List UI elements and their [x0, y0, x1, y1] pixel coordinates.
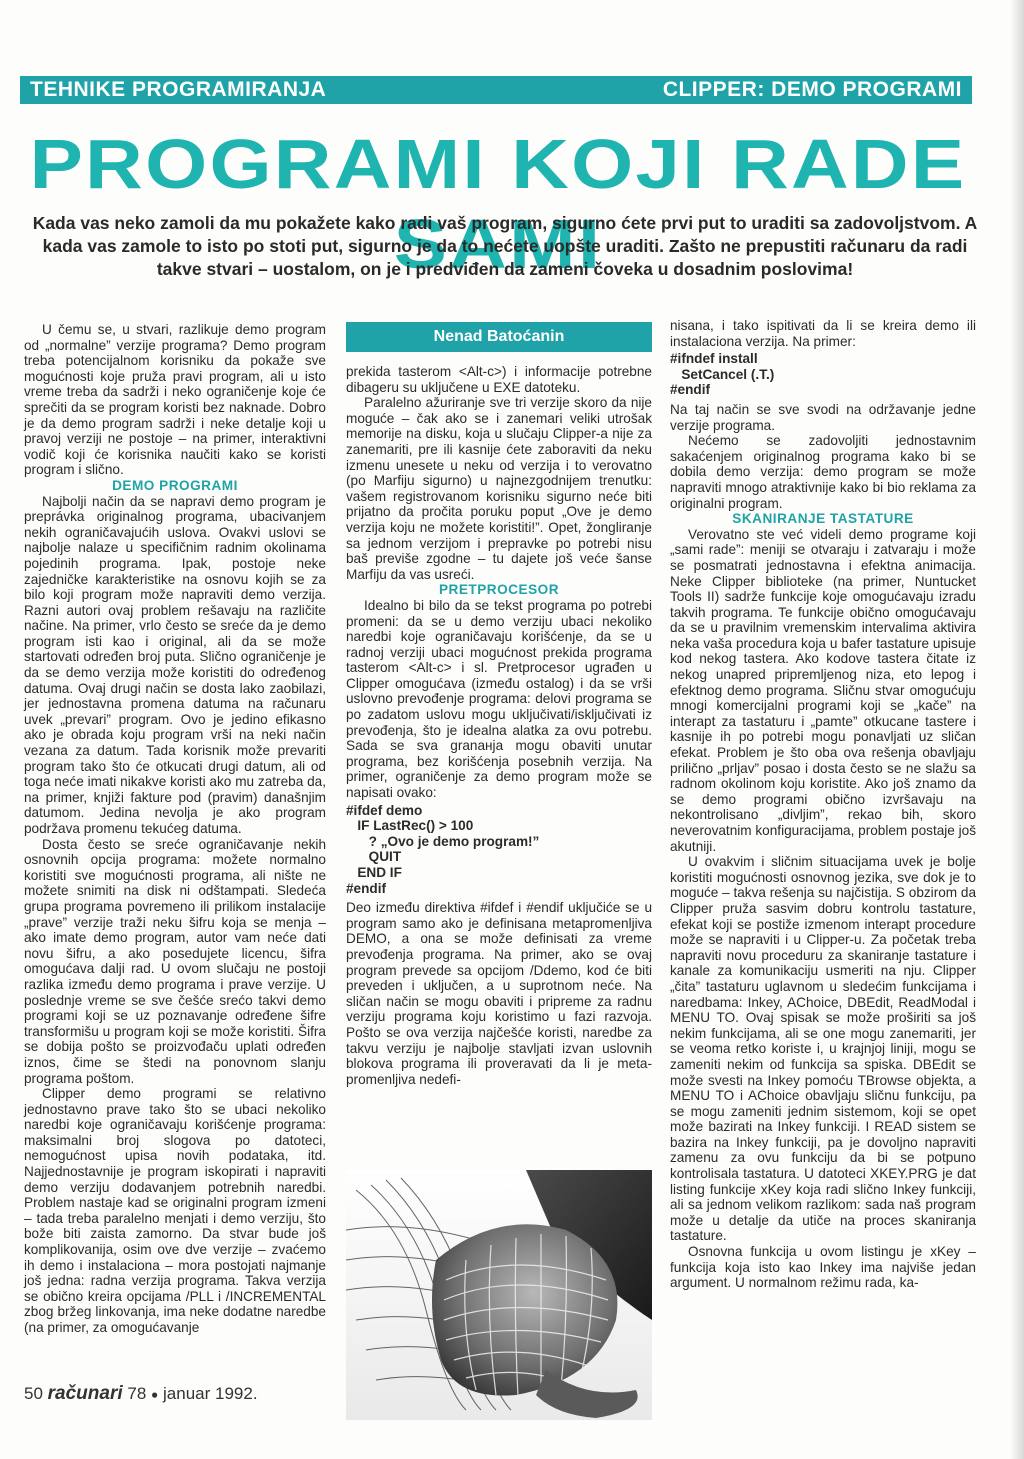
code-listing-ifndef — [670, 351, 976, 398]
bullet-icon: ● — [151, 1387, 159, 1402]
page-number: 50 — [24, 1384, 43, 1403]
column-2 — [346, 364, 652, 1087]
code-line: #ifndef install — [670, 351, 758, 367]
paragraph: Paralelno ažuriranje sve tri verzije skoro da nije moguće – čak ako se i zanemari veliki utrošak memorije na disku, koja u slučaju Clipper-a nije za zanemariti, pre ili kasnije ćete zaboraviti da neku izmenu unesete u neku od verzija i to verovatno (po Marfiju sigurno) u najnezgodnijem trenutku: vašem registrovanom korisniku sigurno neće biti prijatno da pročita poruku poput „Ove je demo verzija koju ne možete koristiti!”. Opet, žongliranje sa jednom verzijom i prepravke po potrebi nisu baš previše zgodne – tu dajete još veće šanse Marfiju da vas usreći. — [346, 395, 652, 582]
paragraph: Osnovna funkcija u ovom listingu je xKey – funkcija koja isto kao Inkey ima najviše jedan argument. U normalnom režimu rada, ka- — [670, 1244, 976, 1291]
paragraph: Verovatno ste već videli demo programe koji „sami rade”: meniji se otvaraju i zatvaraju i može se posmatrati jednostavna i efektna animacija. Neke Clipper biblioteke (na primer, Nuntucket Tools II) sadrže funkcije koje omogućavaju izradu takvih programa. Te funkcije obično omogućavaju da se u pravilnim vremenskim intervalima aktivira neka vaša procedura koja u bafer tastature upisuje kod nekog tastera. Ako kodove tastera čitate iz nekog unapred pripremljenog niza, eto lepog i efektnog demo programa. Sličnu stvar omogućuju mnogi komercijalni programi koji se „kače” na interapt za tastaturu i „pamte” otkucane tastere i kasnije ih po potrebi mogu ponavljati uz sličan efekat. Problem je što oba ova rešenja obavljaju prilično „prljav” posao i dosta često se ne slažu sa radnom okolinom koju koristite. Ako još znamo da se demo programi obično izvršavaju na nekontrolisano „divljim”, rekao bih, skoro neverovatnim konfiguracijama, problem postaje još akutniji. — [670, 526, 977, 854]
paragraph: Nećemo se zadovoljiti jednostavnim sakaćenjem originalnog programa kako bi se dobila demo verzija: demo program se može napraviti mnogo atraktivnije kako bi bio reklama za originalni program. — [670, 433, 976, 511]
page-footer — [24, 1384, 258, 1405]
subheading-demo-programi: DEMO PROGRAMI — [112, 477, 238, 493]
paragraph: nisana, i tako ispitivati da li se kreira demo ili instalaciona verzija. Na primer: — [670, 318, 976, 349]
page-edge-shadow — [1010, 0, 1024, 1459]
author-byline: Nenad Batoćanin — [346, 322, 652, 352]
section-label-left: TEHNIKE PROGRAMIRANJA — [30, 78, 327, 101]
code-listing-ifdef — [346, 803, 652, 897]
paragraph: prekida tasterom <Alt-c>) i informacije potrebne dibageru su uključene u EXE datoteku. — [346, 364, 652, 395]
section-header-bar — [20, 76, 972, 104]
column-1 — [24, 322, 326, 1336]
code-line: SetCancel (.T.) — [670, 366, 775, 382]
code-line: #ifdef demo — [346, 802, 423, 818]
code-line: END IF — [346, 865, 402, 880]
paragraph: Najbolji način da se napravi demo program je preprávka originalnog programa, ubacivanjem nekih ograničavajućih uslova. Ovakvi uslovi se najbolje nalaze u specifičnim radnim okolinama pojedinih programa. Ipak, postoje neke zajedničke karakteristike na osnovu kojih se za bilo koji program može napraviti demo verzija. Razni autori ovaj problem rešavaju na različite načine. Na primer, vrlo često se sreće da je demo program isti kao i original, ali da se može startovati određen broj puta. Slično ograničenje je da se demo verzija može koristiti do određenog datuma. Ovaj drugi način se dosta lako zaobilazi, jer jednostavna promena datuma na računaru uvek „prevari” program. Ovo je jedino efikasno ako je obrada koju program vrši na neki način vezana za datum. Tada korisnik može prevariti program tako što će otkucati drugi datum, ali od toga neće imati nikakve koristi ako mu zatreba da, na primer, knjiži fakture pod (pravim) današnjim datumom. Jedina nevolja je ako program podržava promenu tekućeg datuma. — [24, 493, 326, 836]
paragraph: Dosta često se sreće ograničavanje nekih osnovnih opcija programa: možete normalno koristiti sve mogućnosti programa, ali nište ne možete snimiti na disk ni odštampati. Sledeća grupa programa povremeno ili prilikom instalacije „prave” verzije traži neku šifru koja se menja – ako imate demo program, autor vam neće dati novu šifru, a ako posedujete licencu, šifra omogućava dalji rad. U ovom slučaju ne postoji razlika između demo programa i prave verzije. U poslednje vreme se sve češće srećo takvi demo programi koji se uz poznavanje određene šifre transformišu u program koji se može koristiti. Šifra se dobija pošto se proizvođaču uplati određen iznos, čime se štedi na ponovnom slanju programa poštom. — [24, 836, 326, 1086]
paragraph: Clipper demo programi se relativno jednostavno prave tako što se ubaci nekoliko naredbi koje ograničavaju korišćenje programa: maksimalni broj slogova po datoteci, nemogućnost upisa novih podataka, itd. Najjednostavnije je program iskopirati i napraviti demo verziju dodavanjem potrebnih naredbi. Problem nastaje kad se originalni program izmeni – tada treba paralelno menjati i demo verziju, što bože biti zaista zamorno. Da stvar bude još komplikovanija, osim ove dve verzije – zvaćemo ih demo i instalaciona – mora postojati najmanje još jedna: radna verzija programa. Takva verzija se obično kreira opcijama /PLL i /INCREMENTAL zbog bržeg linkovanja, ima neke dodatne naredbe (na primer, za omogućavanje — [24, 1086, 326, 1335]
paragraph: Deo između direktiva #ifdef i #endif uključiće se u program samo ako je definisana metapromenljiva DEMO, a ona se može definisati za vreme prevođenja programa. Na primer, ako se ovaj program prevede sa opcijom /Ddemo, kod će biti preveden i uključen, a u suprotnom neće. Na sličan način se mogu obaviti i pripreme za radnu verziju programa koju koristimo u fazi razvoja. Pošto se ova verzija najčešće koristi, naredbe za takvu verziju je najbolje stavljati izvan uslovnih blokova programa ili proveravati da li je meta-promenljiva nedefi- — [346, 900, 652, 1087]
column-3 — [670, 318, 976, 1291]
issue-number: 78 — [127, 1384, 147, 1403]
code-line: #endif — [670, 382, 711, 398]
code-line: #endif — [346, 880, 387, 896]
code-line: QUIT — [346, 849, 402, 865]
magazine-name: računari — [47, 1383, 123, 1404]
code-line: IF LastRec() > 100 — [346, 818, 474, 834]
paragraph: Idealno bi bilo da se tekst programa po potrebi promeni: da se u demo verziju ubaci nekoliko naredbi koje ograničavaju korišćenje, da se u radnoj verziji ubaci mogućnost prekida programa tasterom <Alt-c> i sl. Pretprocesor ugrađen u Clipper omogućava (između ostalog) i da se vrši uslovno prevođenje programa: delovi programa se po zadatom uslovu mogu uključivati/isključivati iz prevođenja, što je idealna alatka za ovu potrebu. Sada se sva granaнja mogu obaviti unutar programa, bez korišćenja posebnih verzija. Na primer, ograničenje za demo program može se napisati ovako: — [346, 597, 652, 801]
hand-grid-illustration — [346, 1170, 652, 1420]
paragraph: U ovakvim i sličnim situacijama uvek je bolje koristiti mogućnosti osnovnog jezika, sve dok je to moguće – takva rešenja su najčistija. S obzirom da Clipper pruža sasvim dobru kontrolu tastature, efekat koji se postiže izmenom interapt procedure može se napraviti i u Clipper-u. Za početak treba napraviti novu proceduru za skaniranje tastature i kanale za komunikaciju usmeriti na nju. Clipper „čita” tastaturu uglavnom u sledećim funkcijama i naredbama: Inkey, AChoice, DBEdit, ReadModal i MENU TO. Ovaj spisak se može proširiti sa još nekim funkcijama, ali se one mogu zanemariti, jer se veoma retko koriste i, u krajnjoj liniji, mogu se zameniti nekim od funkcija sa spiska. DBEdit se može svesti na Inkey pomoću TBrowse objekta, a MENU TO i AChoice obavljaju sličnu funkciju, pa se mogu zameniti jednim sistemom, koji se opet može bazirati na Inkey funkciji. I READ sistem se bazira na Inkey funkciji, pa je dovoljno napraviti zamenu za ovu funkciju da bi se potpuno kontrolisala tastatura. U datoteci XKEY.PRG je dat listing funkcije xKey koja radi slično Inkey funkciji, ali sa jednom velikom razlikom: sada naš program može u detalje da utiče na proces skaniranja tastature. — [670, 854, 977, 1244]
paragraph: Na taj način se sve svodi na održavanje jedne verzije programa. — [670, 401, 976, 433]
article-title: PROGRAMI KOJI RADE SAMI — [29, 125, 967, 283]
paragraph: U čemu se, u stvari, razlikuje demo program od „normalne” verzije programa? Demo program treba potencijalnom korisniku da pokaže sve mogućnosti koje pruža pravi program, ali u isto vreme treba da sadrži i neko ograničenje koje će sprečiti da se program koristi bez naknade. Dobro je da demo program sadrži i neke detalje koji u pravoj verziji ne postoje – na primer, interaktivni vodič koji će korisnika naučiti kako se koristi program i slično. — [24, 322, 326, 478]
code-line: ? „Ovo je demo program!” — [346, 833, 540, 849]
subheading-pretprocesor: PRETPROCESOR — [438, 582, 560, 598]
subheading-skaniranje-tastature: SKANIRANJE TASTATURE — [732, 511, 914, 527]
issue-date: januar 1992. — [163, 1384, 258, 1403]
article-lead: Kada vas neko zamoli da mu pokažete kako radi vaš program, sigurno ćete prvi put to uraditi sa zadovoljstvom. A kada vas zamole to isto po stoti put, sigurno je da to nećete uopšte uraditi. Zašto ne prepustiti računaru da radi takve stvari – uostalom, on je i predviđen da zameni čoveka u dosadnim poslovima! — [32, 213, 978, 279]
section-label-right: CLIPPER: DEMO PROGRAMI — [662, 78, 962, 101]
